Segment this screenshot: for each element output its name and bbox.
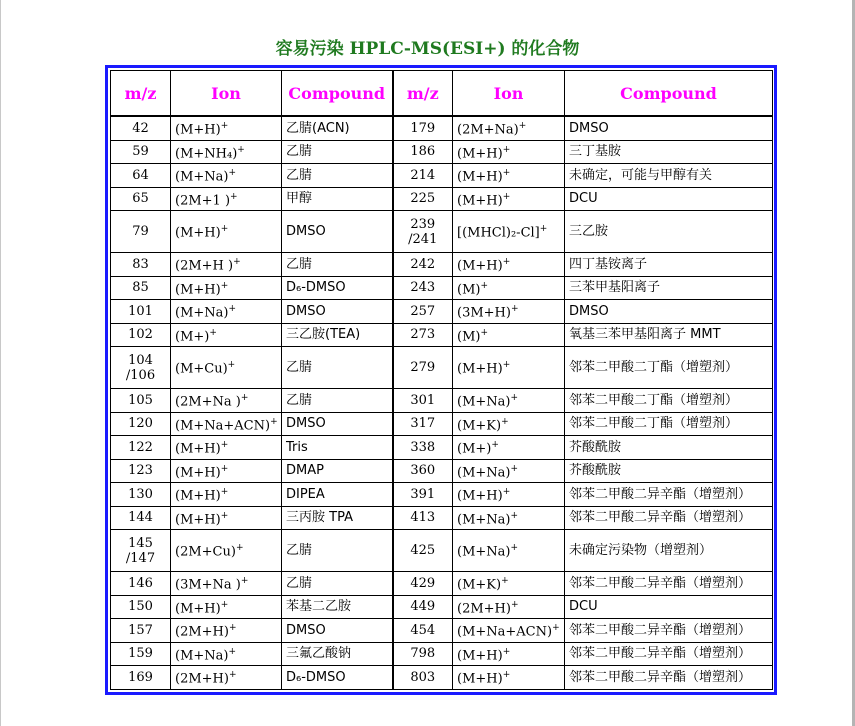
table-row — [111, 388, 773, 412]
compound-cell: 芥酸酰胺 — [565, 459, 773, 483]
header-mz: m/z — [393, 71, 453, 117]
ion-cell — [171, 116, 282, 140]
ion-text: (M) — [457, 329, 481, 345]
table-row — [111, 323, 773, 347]
ion-text: (M+Na) — [457, 544, 511, 560]
ion-text: (M+H) — [175, 512, 221, 528]
ion-cell — [453, 211, 565, 253]
compound-cell: DCU — [565, 595, 773, 619]
table-row — [111, 459, 773, 483]
charge-superscript: + — [240, 576, 249, 587]
compound-cell: 乙腈 — [282, 140, 393, 164]
compound-cell: 乙腈(ACN) — [282, 116, 393, 140]
mz-cell: 425 — [393, 530, 453, 572]
ion-cell — [453, 187, 565, 211]
compound-cell: 乙腈 — [282, 164, 393, 188]
ion-cell — [171, 211, 282, 253]
ion-cell — [453, 412, 565, 436]
table-row — [111, 642, 773, 666]
table-row — [111, 187, 773, 211]
ion-text: (M+H) — [457, 193, 503, 209]
table-row — [111, 530, 773, 572]
ion-cell — [171, 347, 282, 389]
table-row — [111, 619, 773, 643]
ion-text: (M+H) — [175, 281, 221, 297]
charge-superscript: + — [501, 576, 509, 587]
charge-superscript: + — [228, 168, 237, 179]
compound-cell: 甲醇 — [282, 187, 393, 211]
charge-superscript: + — [480, 280, 489, 291]
mz-cell: 273 — [393, 323, 453, 347]
document-title: 容易污染 HPLC-MS(ESI+) 的化合物 — [275, 39, 580, 59]
mz-cell: 101 — [111, 300, 171, 324]
table-row — [111, 276, 773, 300]
ion-text: (3M+Na ) — [175, 577, 241, 593]
table-frame — [105, 65, 777, 695]
ion-cell — [453, 619, 565, 643]
mz-cell: 146 — [111, 572, 171, 596]
mz-cell: 157 — [111, 619, 171, 643]
ion-text: (2M+H ) — [175, 258, 234, 274]
mz-cell: 42 — [111, 116, 171, 140]
ion-text: (M) — [457, 281, 481, 297]
table-row — [111, 164, 773, 188]
ion-text: (M+Cu) — [175, 361, 228, 377]
charge-superscript: + — [510, 304, 519, 315]
ion-text: (M+K) — [457, 417, 502, 433]
charge-superscript: + — [491, 440, 499, 451]
charge-superscript: + — [228, 646, 237, 657]
ion-text: (2M+Cu) — [175, 544, 236, 560]
mz-cell: 123 — [111, 459, 171, 483]
compound-cell: 芥酸酰胺 — [565, 436, 773, 460]
compound-cell: 三丁基胺 — [565, 140, 773, 164]
mz-cell: 144 — [111, 506, 171, 530]
mz-cell: 104 /106 — [111, 347, 171, 389]
table-row — [111, 595, 773, 619]
table-row — [111, 140, 773, 164]
header-ion: Ion — [171, 71, 282, 117]
charge-superscript: + — [510, 543, 519, 554]
compound-cell: 三乙胺 — [565, 211, 773, 253]
mz-cell: 317 — [393, 412, 453, 436]
mz-cell: 150 — [111, 595, 171, 619]
table-row — [111, 436, 773, 460]
compound-cell: D₆-DMSO — [282, 276, 393, 300]
page-edge-left — [0, 0, 1, 726]
compound-cell: DCU — [565, 187, 773, 211]
ion-text: (2M+Na ) — [175, 394, 241, 410]
ion-cell — [453, 347, 565, 389]
table-row — [111, 347, 773, 389]
table-row — [111, 116, 773, 140]
charge-superscript: + — [510, 463, 519, 474]
ion-text: (2M+H) — [457, 600, 511, 616]
ion-cell — [171, 164, 282, 188]
ion-cell — [171, 323, 282, 347]
table-row — [111, 506, 773, 530]
mz-cell: 257 — [393, 300, 453, 324]
ion-cell — [453, 323, 565, 347]
ion-cell — [171, 595, 282, 619]
table-row — [111, 253, 773, 277]
charge-superscript: + — [240, 393, 249, 404]
compound-cell: DMSO — [282, 619, 393, 643]
mz-cell: 79 — [111, 211, 171, 253]
compound-cell: 未确定污染物（增塑剂） — [565, 530, 773, 572]
compound-cell: 乙腈 — [282, 572, 393, 596]
contaminant-table — [110, 70, 773, 690]
ion-cell — [171, 187, 282, 211]
ion-cell — [453, 595, 565, 619]
ion-cell — [453, 253, 565, 277]
charge-superscript: + — [510, 393, 519, 404]
ion-text: (M+H) — [175, 225, 221, 241]
mz-cell: 102 — [111, 323, 171, 347]
ion-text: (M+Na) — [457, 394, 511, 410]
mz-cell: 242 — [393, 253, 453, 277]
compound-cell: 氧基三苯甲基阳离子 MMT — [565, 323, 773, 347]
charge-superscript: + — [502, 487, 511, 498]
header-ion: Ion — [453, 71, 565, 117]
header-row — [111, 71, 773, 117]
compound-cell: 未确定，可能与甲醇有关 — [565, 164, 773, 188]
mz-cell: 243 — [393, 276, 453, 300]
ion-text: (M+H) — [457, 648, 503, 664]
charge-superscript: + — [502, 168, 511, 179]
ion-cell — [171, 642, 282, 666]
ion-cell — [171, 666, 282, 690]
ion-text: (M+H) — [457, 146, 503, 162]
compound-cell: DMSO — [282, 300, 393, 324]
ion-cell — [171, 483, 282, 507]
mz-cell: 301 — [393, 388, 453, 412]
ion-cell — [453, 276, 565, 300]
mz-cell: 449 — [393, 595, 453, 619]
ion-cell — [453, 642, 565, 666]
mz-cell: 85 — [111, 276, 171, 300]
compound-cell: DMSO — [565, 116, 773, 140]
charge-superscript: + — [233, 257, 241, 268]
charge-superscript: + — [220, 510, 229, 521]
compound-cell: 邻苯二甲酸二丁酯（增塑剂） — [565, 347, 773, 389]
charge-superscript: + — [480, 327, 489, 338]
charge-superscript: + — [518, 121, 527, 132]
compound-cell: 乙腈 — [282, 347, 393, 389]
charge-superscript: + — [220, 463, 229, 474]
ion-text: (M+) — [457, 441, 492, 457]
compound-cell: 四丁基铵离子 — [565, 253, 773, 277]
charge-superscript: + — [220, 599, 229, 610]
ion-text: (M+H) — [175, 600, 221, 616]
compound-cell: 乙腈 — [282, 253, 393, 277]
ion-cell — [453, 436, 565, 460]
ion-cell — [453, 506, 565, 530]
table-body — [111, 116, 773, 690]
compound-cell: 三氟乙酸钠 — [282, 642, 393, 666]
table-row — [111, 666, 773, 690]
ion-text: (M+H) — [175, 465, 221, 481]
mz-cell: 338 — [393, 436, 453, 460]
charge-superscript: + — [510, 510, 519, 521]
header-mz: m/z — [111, 71, 171, 117]
ion-text: (M+H) — [457, 258, 503, 274]
mz-cell: 239 /241 — [393, 211, 453, 253]
ion-text: (M+Na) — [457, 512, 511, 528]
ion-cell — [453, 140, 565, 164]
compound-cell: 邻苯二甲酸二丁酯（增塑剂） — [565, 388, 773, 412]
compound-cell: 乙腈 — [282, 530, 393, 572]
ion-text: [(MHCl)₂-Cl] — [457, 225, 540, 241]
ion-text: (M+H) — [457, 361, 503, 377]
mz-cell: 798 — [393, 642, 453, 666]
header-compound: Compound — [565, 71, 773, 117]
ion-text: (M+H) — [457, 488, 503, 504]
ion-cell — [171, 412, 282, 436]
mz-cell: 214 — [393, 164, 453, 188]
mz-cell: 391 — [393, 483, 453, 507]
ion-cell — [453, 459, 565, 483]
mz-cell: 279 — [393, 347, 453, 389]
mz-cell: 122 — [111, 436, 171, 460]
mz-cell: 105 — [111, 388, 171, 412]
mz-cell: 360 — [393, 459, 453, 483]
ion-cell — [171, 388, 282, 412]
ion-text: (M+H) — [457, 671, 503, 687]
compound-cell: 邻苯二甲酸二异辛酯（增塑剂） — [565, 506, 773, 530]
compound-cell: 三丙胺 TPA — [282, 506, 393, 530]
compound-cell: 邻苯二甲酸二丁酯（增塑剂） — [565, 412, 773, 436]
charge-superscript: + — [228, 623, 237, 634]
mz-cell: 83 — [111, 253, 171, 277]
compound-cell: 乙腈 — [282, 388, 393, 412]
compound-cell: 邻苯二甲酸二异辛酯（增塑剂） — [565, 666, 773, 690]
ion-text: (M+Na) — [175, 305, 229, 321]
table-row — [111, 412, 773, 436]
mz-cell: 429 — [393, 572, 453, 596]
charge-superscript: + — [270, 416, 278, 427]
compound-cell: DMSO — [282, 412, 393, 436]
charge-superscript: + — [227, 360, 236, 371]
charge-superscript: + — [209, 327, 217, 338]
charge-superscript: + — [502, 257, 511, 268]
ion-cell — [453, 164, 565, 188]
mz-cell: 120 — [111, 412, 171, 436]
charge-superscript: + — [230, 191, 238, 202]
ion-cell — [453, 116, 565, 140]
ion-text: (M+Na) — [175, 648, 229, 664]
ion-text: (2M+Na) — [457, 122, 519, 138]
ion-cell — [453, 666, 565, 690]
ion-text: (2M+H) — [175, 671, 229, 687]
charge-superscript: + — [502, 670, 511, 681]
ion-cell — [453, 530, 565, 572]
mz-cell: 59 — [111, 140, 171, 164]
ion-text: (2M+H) — [175, 624, 229, 640]
mz-cell: 225 — [393, 187, 453, 211]
charge-superscript: + — [220, 224, 229, 235]
charge-superscript: + — [510, 599, 519, 610]
compound-cell: 苯基二乙胺 — [282, 595, 393, 619]
charge-superscript: + — [228, 670, 237, 681]
charge-superscript: + — [220, 487, 229, 498]
ion-cell — [453, 388, 565, 412]
header-compound: Compound — [282, 71, 393, 117]
charge-superscript: + — [220, 121, 229, 132]
mz-cell: 413 — [393, 506, 453, 530]
compound-cell: 邻苯二甲酸二异辛酯（增塑剂） — [565, 572, 773, 596]
ion-text: (M+K) — [457, 577, 502, 593]
ion-cell — [171, 572, 282, 596]
charge-superscript: + — [220, 280, 229, 291]
charge-superscript: + — [501, 416, 509, 427]
ion-text: (3M+H) — [457, 305, 511, 321]
ion-text: (M+H) — [175, 122, 221, 138]
mz-cell: 454 — [393, 619, 453, 643]
ion-cell — [171, 506, 282, 530]
compound-cell: 邻苯二甲酸二异辛酯（增塑剂） — [565, 642, 773, 666]
charge-superscript: + — [539, 224, 548, 235]
charge-superscript: + — [502, 191, 511, 202]
charge-superscript: + — [502, 646, 511, 657]
compound-cell: DMSO — [565, 300, 773, 324]
ion-cell — [171, 276, 282, 300]
charge-superscript: + — [220, 440, 229, 451]
mz-cell: 64 — [111, 164, 171, 188]
charge-superscript: + — [552, 623, 560, 634]
ion-text: (M+H) — [175, 441, 221, 457]
mz-cell: 159 — [111, 642, 171, 666]
ion-cell — [453, 572, 565, 596]
table-row — [111, 572, 773, 596]
table-row — [111, 211, 773, 253]
ion-text: (2M+1 ) — [175, 193, 231, 209]
mz-cell: 803 — [393, 666, 453, 690]
charge-superscript: + — [235, 543, 244, 554]
compound-cell: DIPEA — [282, 483, 393, 507]
ion-text: (M+) — [175, 329, 210, 345]
ion-text: (M+H) — [457, 169, 503, 185]
ion-text: (M+Na) — [457, 465, 511, 481]
mz-cell: 169 — [111, 666, 171, 690]
mz-cell: 186 — [393, 140, 453, 164]
compound-cell: 邻苯二甲酸二异辛酯（增塑剂） — [565, 483, 773, 507]
mz-cell: 145 /147 — [111, 530, 171, 572]
compound-cell: DMAP — [282, 459, 393, 483]
compound-cell: Tris — [282, 436, 393, 460]
compound-cell: 三苯甲基阳离子 — [565, 276, 773, 300]
ion-cell — [171, 253, 282, 277]
ion-cell — [171, 300, 282, 324]
ion-text: (M+NH₄) — [175, 146, 238, 162]
ion-cell — [171, 140, 282, 164]
ion-text: (M+Na+ACN) — [175, 417, 271, 433]
compound-cell: D₆-DMSO — [282, 666, 393, 690]
ion-cell — [171, 530, 282, 572]
compound-cell: 邻苯二甲酸二异辛酯（增塑剂） — [565, 619, 773, 643]
charge-superscript: + — [502, 360, 511, 371]
table-row — [111, 483, 773, 507]
ion-text: (M+Na) — [175, 169, 229, 185]
ion-text: (M+Na+ACN) — [457, 624, 553, 640]
compound-cell: DMSO — [282, 211, 393, 253]
ion-cell — [453, 483, 565, 507]
charge-superscript: + — [228, 304, 237, 315]
charge-superscript: + — [237, 144, 245, 155]
mz-cell: 65 — [111, 187, 171, 211]
mz-cell: 130 — [111, 483, 171, 507]
ion-text: (M+H) — [175, 488, 221, 504]
ion-cell — [171, 459, 282, 483]
ion-cell — [453, 300, 565, 324]
ion-cell — [171, 436, 282, 460]
charge-superscript: + — [502, 144, 511, 155]
ion-cell — [171, 619, 282, 643]
compound-cell: 三乙胺(TEA) — [282, 323, 393, 347]
mz-cell: 179 — [393, 116, 453, 140]
table-row — [111, 300, 773, 324]
